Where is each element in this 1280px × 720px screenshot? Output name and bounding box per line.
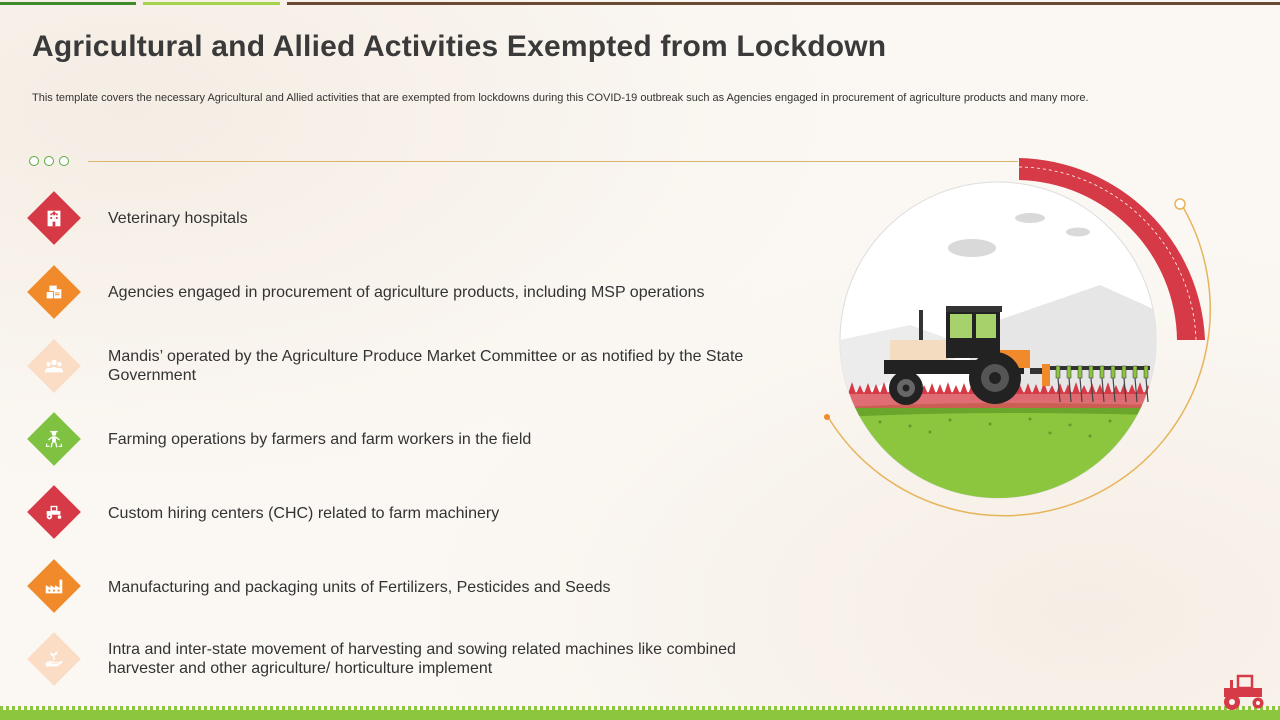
arc-start-dot bbox=[824, 414, 830, 420]
decorative-dots bbox=[29, 156, 69, 166]
page-title: Agricultural and Allied Activities Exempted from Lockdown bbox=[32, 30, 887, 63]
item-label: Custom hiring centers (CHC) related to farm machinery bbox=[108, 505, 500, 522]
arc-end-dot bbox=[1175, 199, 1185, 209]
tractor-logo-icon bbox=[1218, 672, 1270, 712]
top-accent-bar-lime bbox=[143, 2, 280, 5]
item-badge bbox=[26, 411, 82, 467]
item-label: Veterinary hospitals bbox=[108, 210, 248, 227]
list-item-farming-operations bbox=[26, 411, 786, 467]
top-accent-bar-brown bbox=[287, 2, 1280, 5]
tractor-icon bbox=[34, 492, 74, 532]
factory-icon bbox=[34, 566, 74, 606]
tractor-field-illustration bbox=[820, 140, 1240, 560]
dot-icon bbox=[44, 156, 54, 166]
item-label: Mandis’ operated by the Agriculture Produce Market Committee or as notified by the State Government bbox=[108, 348, 744, 384]
list-item-manufacturing-units bbox=[26, 558, 786, 614]
procurement-icon bbox=[34, 272, 74, 312]
list-item-veterinary-hospitals bbox=[26, 190, 786, 246]
item-badge bbox=[26, 190, 82, 246]
people-group-icon bbox=[34, 346, 74, 386]
page-subtitle: This template covers the necessary Agricultural and Allied activities that are exempted from lockdowns during this COVID-19 outbreak such as Agencies engaged in procurement of agriculture products and many more. bbox=[32, 92, 1089, 104]
list-item-procurement-agencies bbox=[26, 264, 786, 320]
list-item-machine-movement bbox=[26, 631, 786, 687]
list-item-custom-hiring-centers bbox=[26, 484, 786, 540]
item-label: Intra and inter-state movement of harvesting and sowing related machines like combined harvester and other agriculture/ horticulture implement bbox=[108, 641, 736, 677]
item-badge bbox=[26, 338, 82, 394]
grass-strip bbox=[0, 710, 1280, 720]
top-accent-bar-green bbox=[0, 2, 136, 5]
item-badge bbox=[26, 484, 82, 540]
hospital-icon bbox=[34, 198, 74, 238]
item-label: Manufacturing and packaging units of Fertilizers, Pesticides and Seeds bbox=[108, 579, 611, 596]
item-label: Agencies engaged in procurement of agriculture products, including MSP operations bbox=[108, 284, 705, 301]
item-badge bbox=[26, 631, 82, 687]
item-label: Farming operations by farmers and farm workers in the field bbox=[108, 431, 532, 448]
dot-icon bbox=[29, 156, 39, 166]
item-badge bbox=[26, 558, 82, 614]
farmer-icon bbox=[34, 419, 74, 459]
list-item-mandis bbox=[26, 338, 786, 394]
plant-in-hand-icon bbox=[34, 639, 74, 679]
dot-icon bbox=[59, 156, 69, 166]
item-badge bbox=[26, 264, 82, 320]
